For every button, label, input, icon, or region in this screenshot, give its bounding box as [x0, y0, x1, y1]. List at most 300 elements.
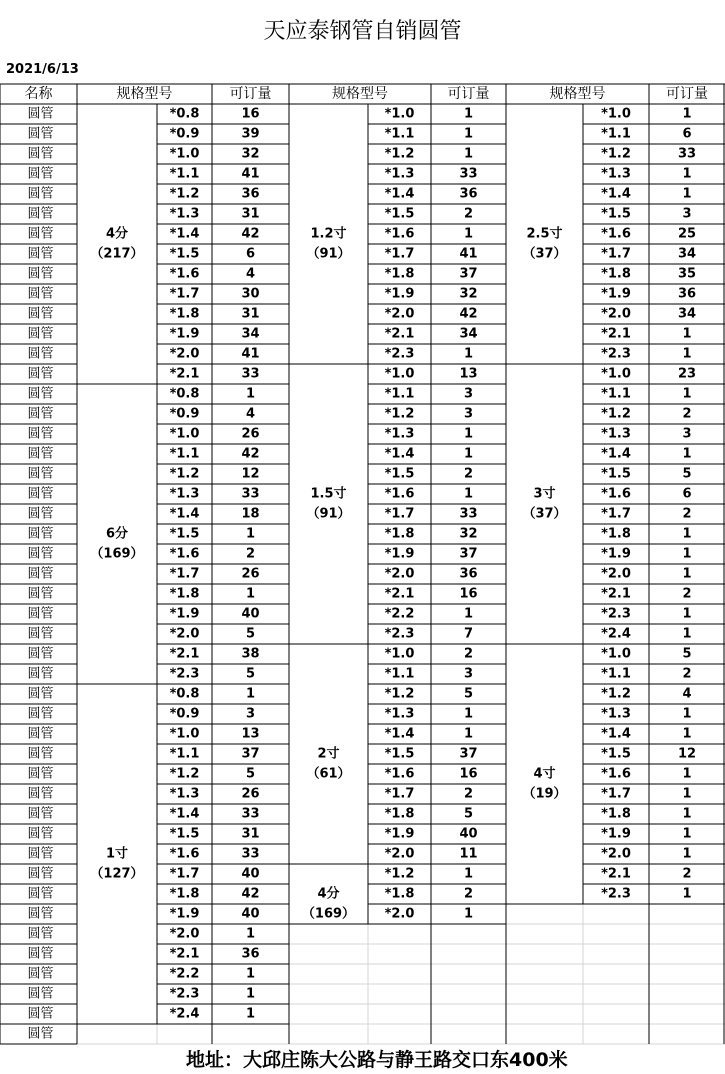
qty-cell: 2: [463, 786, 474, 802]
spec-cell: *1.1: [169, 446, 200, 462]
qty-cell: 36: [459, 186, 478, 202]
spec-cell: *1.7: [384, 246, 415, 262]
qty-cell: 1: [463, 606, 474, 622]
qty-cell: 18: [241, 506, 260, 522]
spec-cell: *1.5: [384, 746, 415, 762]
qty-cell: 5: [463, 806, 474, 822]
row-name: 圆管: [27, 446, 54, 462]
group-total: （91）: [306, 246, 351, 262]
spec-cell: *2.3: [384, 346, 415, 362]
spec-cell: *2.1: [169, 946, 200, 962]
column-header: 可订量: [666, 86, 708, 102]
qty-cell: 1: [682, 326, 692, 342]
spec-cell: *1.2: [601, 146, 631, 162]
spec-cell: *2.0: [601, 566, 631, 582]
qty-cell: 32: [459, 526, 478, 542]
spec-cell: *1.4: [601, 186, 631, 202]
group-label: 1.2寸: [310, 226, 347, 242]
qty-cell: 3: [245, 706, 256, 722]
spec-cell: *2.1: [384, 326, 415, 342]
qty-cell: 1: [245, 926, 256, 942]
qty-cell: 12: [241, 466, 260, 482]
qty-cell: 1: [463, 126, 474, 142]
spec-cell: *1.9: [601, 546, 631, 562]
column-header: 规格型号: [116, 86, 173, 102]
qty-cell: 2: [463, 206, 474, 222]
row-name: 圆管: [27, 686, 54, 702]
spec-cell: *1.8: [601, 806, 631, 822]
qty-cell: 41: [241, 166, 260, 182]
qty-cell: 2: [682, 866, 692, 882]
qty-cell: 32: [459, 286, 478, 302]
qty-cell: 36: [459, 566, 478, 582]
qty-cell: 33: [241, 366, 260, 382]
spec-cell: *2.0: [384, 306, 415, 322]
spec-cell: *1.1: [601, 386, 631, 402]
qty-cell: 40: [241, 906, 260, 922]
row-name: 圆管: [27, 606, 54, 622]
spec-cell: *2.1: [169, 366, 200, 382]
qty-cell: 1: [245, 586, 256, 602]
qty-cell: 26: [241, 566, 260, 582]
qty-cell: 3: [463, 386, 474, 402]
spec-cell: *1.7: [601, 246, 631, 262]
qty-cell: 32: [241, 146, 260, 162]
qty-cell: 34: [241, 326, 260, 342]
qty-cell: 11: [459, 846, 478, 862]
spec-cell: *1.7: [169, 286, 200, 302]
qty-cell: 34: [677, 246, 697, 262]
row-name: 圆管: [27, 126, 54, 142]
row-name: 圆管: [27, 206, 54, 222]
qty-cell: 1: [682, 106, 692, 122]
column-header: 可订量: [447, 86, 490, 102]
row-name: 圆管: [27, 746, 54, 762]
spec-cell: *1.7: [601, 786, 631, 802]
spec-cell: *1.1: [601, 666, 631, 682]
spec-cell: *1.1: [601, 126, 631, 142]
row-name: 圆管: [27, 806, 54, 822]
qty-cell: 31: [241, 306, 260, 322]
spec-cell: *1.8: [384, 886, 415, 902]
qty-cell: 5: [245, 766, 256, 782]
spec-cell: *1.3: [601, 166, 631, 182]
row-name: 圆管: [27, 866, 54, 882]
spec-cell: *1.1: [169, 746, 200, 762]
spec-cell: *1.5: [169, 246, 200, 262]
qty-cell: 1: [682, 826, 692, 842]
group-total: （169）: [90, 546, 144, 562]
qty-cell: 1: [682, 446, 692, 462]
qty-cell: 6: [682, 486, 692, 502]
spec-cell: *1.7: [384, 506, 415, 522]
spec-cell: *1.8: [601, 266, 631, 282]
spec-cell: *0.9: [169, 406, 200, 422]
qty-cell: 40: [459, 826, 478, 842]
qty-cell: 35: [677, 266, 697, 282]
spec-cell: *2.0: [384, 846, 415, 862]
qty-cell: 33: [459, 166, 478, 182]
spec-cell: *2.0: [601, 306, 631, 322]
spec-cell: *1.6: [601, 766, 631, 782]
spec-cell: *1.7: [384, 786, 415, 802]
spec-cell: *1.6: [601, 486, 631, 502]
spec-cell: *1.6: [169, 846, 200, 862]
qty-cell: 16: [241, 106, 260, 122]
qty-cell: 33: [241, 486, 260, 502]
qty-cell: 37: [241, 746, 260, 762]
spec-cell: *1.8: [601, 526, 631, 542]
group-label: 4分: [105, 226, 129, 242]
row-name: 圆管: [27, 766, 54, 782]
qty-cell: 5: [245, 626, 256, 642]
spec-cell: *2.0: [169, 626, 200, 642]
row-name: 圆管: [27, 406, 54, 422]
spec-cell: *1.8: [384, 526, 415, 542]
spec-cell: *1.5: [384, 206, 415, 222]
spec-cell: *1.5: [601, 746, 631, 762]
qty-cell: 1: [463, 706, 474, 722]
group-label: 2.5寸: [526, 226, 563, 242]
spec-cell: *0.9: [169, 126, 200, 142]
row-name: 圆管: [27, 146, 54, 162]
spec-cell: *1.4: [384, 186, 415, 202]
group-total: （127）: [90, 866, 144, 882]
qty-cell: 1: [682, 786, 692, 802]
spec-cell: *1.2: [169, 766, 200, 782]
spec-cell: *1.6: [169, 546, 200, 562]
column-header: 名称: [24, 86, 53, 102]
qty-cell: 5: [682, 646, 692, 662]
qty-cell: 1: [682, 526, 692, 542]
qty-cell: 2: [682, 406, 692, 422]
qty-cell: 1: [463, 106, 474, 122]
spec-cell: *2.0: [169, 926, 200, 942]
qty-cell: 34: [677, 306, 697, 322]
qty-cell: 1: [682, 626, 692, 642]
spec-cell: *1.0: [384, 106, 415, 122]
spec-cell: *1.8: [169, 586, 200, 602]
row-name: 圆管: [27, 246, 54, 262]
spec-cell: *2.3: [601, 606, 631, 622]
qty-cell: 16: [459, 766, 478, 782]
spec-cell: *2.3: [601, 886, 631, 902]
spec-cell: *1.0: [384, 366, 415, 382]
footer-address: 地址：大邱庄陈大公路与静王路交口东400米: [186, 1049, 568, 1071]
spec-cell: *2.3: [384, 626, 415, 642]
qty-cell: 7: [463, 626, 474, 642]
spec-cell: *1.2: [169, 466, 200, 482]
spec-cell: *1.8: [384, 266, 415, 282]
spec-cell: *2.2: [169, 966, 200, 982]
spec-cell: *1.7: [601, 506, 631, 522]
qty-cell: 1: [682, 546, 692, 562]
qty-cell: 38: [241, 646, 260, 662]
spec-cell: *1.3: [601, 426, 631, 442]
group-label: 1寸: [105, 846, 129, 862]
spec-cell: *1.3: [169, 206, 200, 222]
spec-cell: *1.4: [169, 806, 200, 822]
qty-cell: 16: [459, 586, 478, 602]
spec-cell: *1.5: [169, 826, 200, 842]
qty-cell: 33: [241, 806, 260, 822]
row-name: 圆管: [27, 626, 54, 642]
row-name: 圆管: [27, 426, 54, 442]
row-name: 圆管: [27, 286, 54, 302]
column-header: 可订量: [229, 86, 272, 102]
row-name: 圆管: [27, 266, 54, 282]
group-total: （19）: [522, 786, 567, 802]
qty-cell: 31: [241, 206, 260, 222]
qty-cell: 1: [682, 766, 692, 782]
qty-cell: 1: [682, 726, 692, 742]
spec-cell: *1.9: [384, 286, 415, 302]
qty-cell: 33: [677, 146, 697, 162]
group-label: 3寸: [533, 486, 556, 502]
spec-cell: *2.1: [601, 866, 631, 882]
qty-cell: 4: [245, 406, 256, 422]
spec-cell: *1.0: [384, 646, 415, 662]
spec-cell: *1.6: [169, 266, 200, 282]
qty-cell: 1: [463, 726, 474, 742]
spec-cell: *1.6: [384, 766, 415, 782]
row-name: 圆管: [27, 166, 54, 182]
spec-cell: *1.0: [169, 726, 200, 742]
qty-cell: 5: [245, 666, 256, 682]
row-name: 圆管: [27, 326, 54, 342]
spec-cell: *1.0: [169, 426, 200, 442]
spec-cell: *0.8: [169, 386, 200, 402]
row-name: 圆管: [27, 466, 54, 482]
group-total: （37）: [522, 246, 567, 262]
group-label: 2寸: [317, 746, 340, 762]
spec-cell: *1.2: [601, 406, 631, 422]
spec-cell: *1.3: [601, 706, 631, 722]
qty-cell: 1: [245, 966, 256, 982]
qty-cell: 26: [241, 786, 260, 802]
column-header: 规格型号: [332, 86, 388, 102]
row-name: 圆管: [27, 946, 54, 962]
qty-cell: 23: [677, 366, 697, 382]
row-name: 圆管: [27, 1006, 54, 1022]
spec-cell: *1.5: [384, 466, 415, 482]
group-label: 1.5寸: [310, 486, 347, 502]
qty-cell: 33: [241, 846, 260, 862]
qty-cell: 3: [682, 426, 692, 442]
qty-cell: 40: [241, 866, 260, 882]
row-name: 圆管: [27, 526, 54, 542]
qty-cell: 42: [459, 306, 478, 322]
qty-cell: 1: [245, 986, 256, 1002]
row-name: 圆管: [27, 986, 54, 1002]
spec-cell: *1.7: [169, 566, 200, 582]
spec-cell: *2.3: [601, 346, 631, 362]
group-total: （169）: [301, 906, 356, 922]
spec-cell: *1.1: [384, 666, 415, 682]
qty-cell: 3: [463, 666, 474, 682]
spec-cell: *2.0: [169, 346, 200, 362]
qty-cell: 1: [682, 606, 692, 622]
row-name: 圆管: [27, 966, 54, 982]
qty-cell: 1: [682, 886, 692, 902]
spec-cell: *1.5: [601, 206, 631, 222]
spec-cell: *1.3: [384, 166, 415, 182]
qty-cell: 39: [241, 126, 260, 142]
spec-cell: *1.2: [384, 686, 415, 702]
spec-cell: *2.3: [169, 666, 200, 682]
qty-cell: 36: [241, 186, 260, 202]
row-name: 圆管: [27, 346, 54, 362]
qty-cell: 42: [241, 446, 260, 462]
row-name: 圆管: [27, 306, 54, 322]
qty-cell: 1: [463, 226, 474, 242]
spec-cell: *1.4: [601, 726, 631, 742]
group-label: 4分: [317, 886, 340, 902]
row-name: 圆管: [27, 386, 54, 402]
spec-cell: *1.9: [601, 286, 631, 302]
qty-cell: 42: [241, 886, 260, 902]
spec-cell: *2.1: [169, 646, 200, 662]
spec-cell: *1.3: [169, 486, 200, 502]
row-name: 圆管: [27, 486, 54, 502]
qty-cell: 25: [677, 226, 697, 242]
qty-cell: 1: [463, 146, 474, 162]
spec-cell: *2.1: [601, 586, 631, 602]
spec-cell: *1.2: [601, 686, 631, 702]
row-name: 圆管: [27, 666, 54, 682]
spec-cell: *1.1: [169, 166, 200, 182]
qty-cell: 1: [682, 846, 692, 862]
qty-cell: 6: [245, 246, 256, 262]
qty-cell: 1: [682, 186, 692, 202]
spec-cell: *0.8: [169, 106, 200, 122]
spec-cell: *1.0: [601, 366, 631, 382]
spec-cell: *1.3: [169, 786, 200, 802]
spec-cell: *1.0: [601, 646, 631, 662]
spec-cell: *2.2: [384, 606, 415, 622]
qty-cell: 6: [682, 126, 692, 142]
qty-cell: 26: [241, 426, 260, 442]
row-name: 圆管: [27, 106, 54, 122]
qty-cell: 1: [682, 166, 692, 182]
spec-cell: *1.9: [384, 546, 415, 562]
spec-cell: *1.4: [169, 506, 200, 522]
qty-cell: 1: [682, 706, 692, 722]
spec-cell: *2.4: [169, 1006, 200, 1022]
spec-cell: *1.8: [169, 306, 200, 322]
spec-cell: *0.8: [169, 686, 200, 702]
spec-cell: *1.0: [169, 146, 200, 162]
row-name: 圆管: [27, 226, 54, 242]
row-name: 圆管: [27, 846, 54, 862]
page-title: 天应泰钢管自销圆管: [263, 19, 462, 44]
qty-cell: 36: [677, 286, 697, 302]
spec-cell: *1.3: [384, 426, 415, 442]
qty-cell: 36: [241, 946, 260, 962]
table-cells: [25, 85, 709, 1042]
spec-cell: *1.4: [384, 726, 415, 742]
qty-cell: 2: [463, 466, 474, 482]
qty-cell: 1: [463, 906, 474, 922]
qty-cell: 37: [459, 266, 478, 282]
qty-cell: 30: [241, 286, 260, 302]
row-name: 圆管: [27, 1026, 54, 1042]
qty-cell: 31: [241, 826, 260, 842]
spec-cell: *1.2: [384, 406, 415, 422]
qty-cell: 1: [463, 486, 474, 502]
qty-cell: 1: [463, 426, 474, 442]
spec-cell: *1.7: [169, 866, 200, 882]
spec-cell: *1.4: [601, 446, 631, 462]
row-name: 圆管: [27, 706, 54, 722]
spec-cell: *1.6: [601, 226, 631, 242]
row-name: 圆管: [27, 586, 54, 602]
qty-cell: 3: [682, 206, 692, 222]
spec-cell: *1.2: [169, 186, 200, 202]
spec-cell: *1.2: [384, 146, 415, 162]
spec-cell: *1.6: [384, 226, 415, 242]
spec-cell: *1.5: [169, 526, 200, 542]
spec-cell: *2.3: [169, 986, 200, 1002]
spec-cell: *1.9: [169, 906, 200, 922]
qty-cell: 1: [463, 346, 474, 362]
qty-cell: 41: [241, 346, 260, 362]
spec-cell: *1.5: [601, 466, 631, 482]
qty-cell: 5: [682, 466, 692, 482]
row-name: 圆管: [27, 726, 54, 742]
qty-cell: 1: [682, 806, 692, 822]
spec-cell: *1.1: [384, 126, 415, 142]
spec-cell: *1.2: [384, 866, 415, 882]
row-name: 圆管: [27, 506, 54, 522]
spec-cell: *2.1: [601, 326, 631, 342]
row-name: 圆管: [27, 366, 54, 382]
qty-cell: 1: [463, 446, 474, 462]
qty-cell: 41: [459, 246, 478, 262]
qty-cell: 1: [682, 346, 692, 362]
spec-cell: *0.9: [169, 706, 200, 722]
qty-cell: 13: [459, 366, 478, 382]
spec-cell: *1.8: [169, 886, 200, 902]
qty-cell: 2: [463, 646, 474, 662]
group-total: （91）: [306, 506, 351, 522]
spec-cell: *1.4: [384, 446, 415, 462]
spec-cell: *1.4: [169, 226, 200, 242]
spec-cell: *1.9: [169, 326, 200, 342]
qty-cell: 34: [459, 326, 478, 342]
qty-cell: 2: [245, 546, 256, 562]
row-name: 圆管: [27, 906, 54, 922]
qty-cell: 1: [682, 386, 692, 402]
qty-cell: 42: [241, 226, 260, 242]
qty-cell: 5: [463, 686, 474, 702]
qty-cell: 2: [463, 886, 474, 902]
spec-cell: *2.1: [384, 586, 415, 602]
spec-cell: *1.9: [601, 826, 631, 842]
report-date: 2021/6/13: [6, 62, 79, 77]
qty-cell: 1: [245, 1006, 256, 1022]
spec-cell: *2.0: [384, 906, 415, 922]
qty-cell: 1: [245, 386, 256, 402]
spec-cell: *2.0: [601, 846, 631, 862]
qty-cell: 37: [459, 746, 478, 762]
row-name: 圆管: [27, 546, 54, 562]
group-total: （217）: [90, 246, 144, 262]
qty-cell: 1: [245, 686, 256, 702]
row-name: 圆管: [27, 886, 54, 902]
spec-cell: *1.9: [169, 606, 200, 622]
qty-cell: 4: [682, 686, 692, 702]
